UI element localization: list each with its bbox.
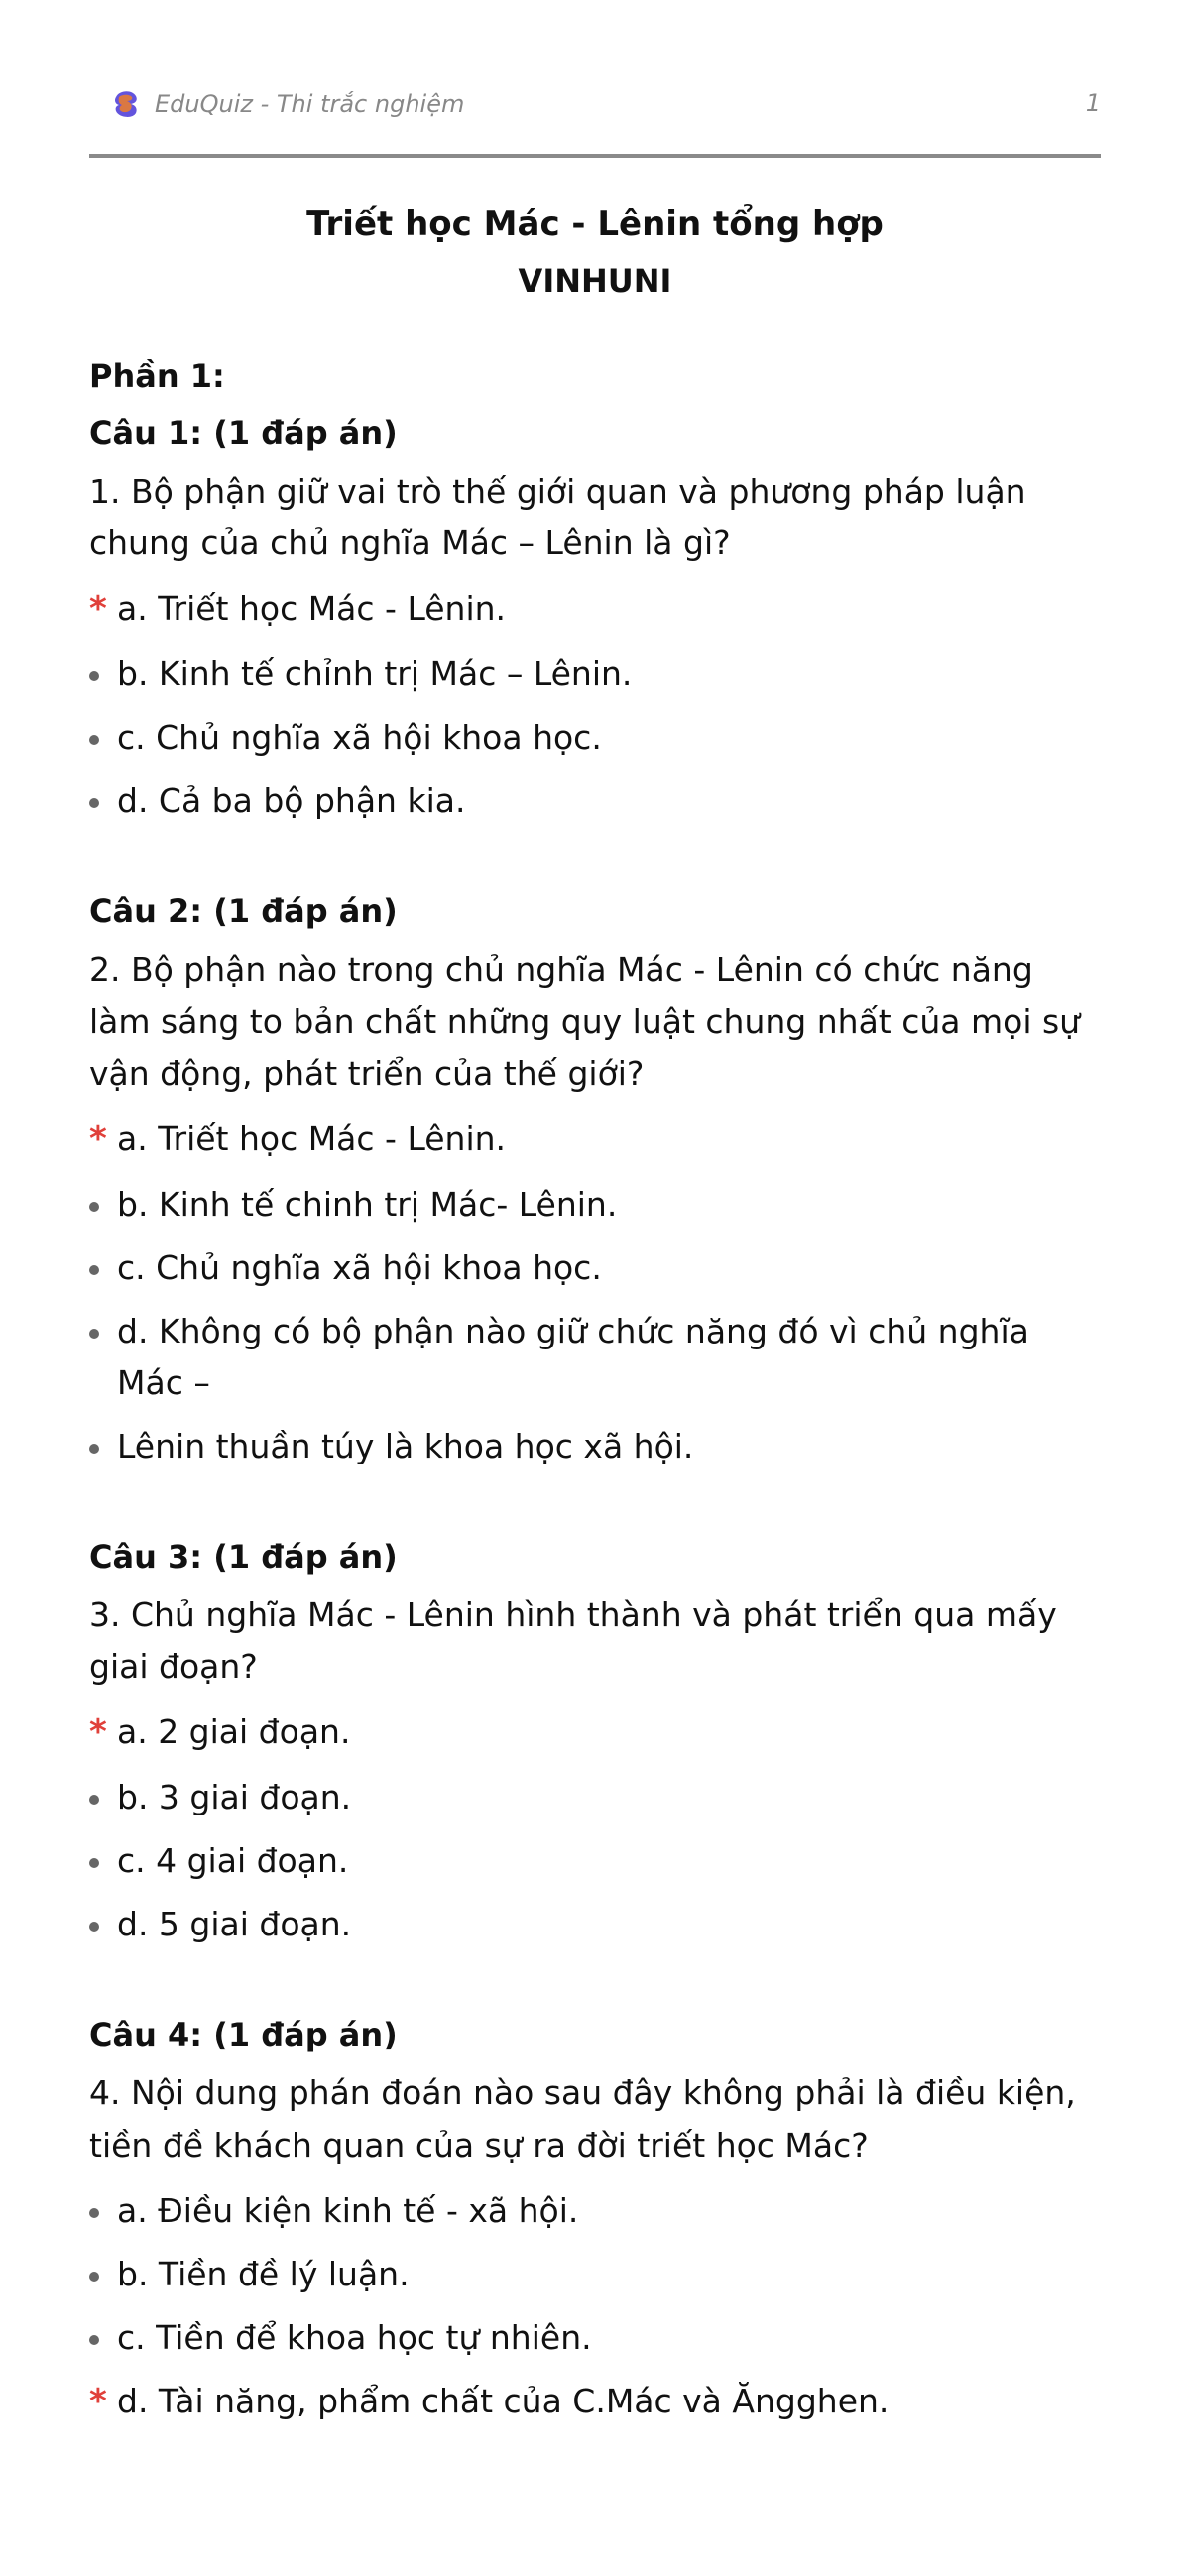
- brand: [109, 87, 464, 121]
- answer-item: [89, 1306, 1101, 1409]
- question-text: 1. Bộ phận giữ vai trò thế giới quan và phương pháp luận chung của chủ nghĩa Mác – Lênin là gì?: [89, 472, 1026, 563]
- answer-item: [89, 2376, 1101, 2429]
- answer-item: [89, 1835, 1101, 1887]
- question-head: Câu 3: (1 đáp án): [89, 1538, 398, 1577]
- answer-text: b. Kinh tế chinh trị Mác- Lênin.: [117, 1184, 618, 1224]
- bullet-icon: [89, 1899, 117, 1950]
- answer-text: d. Không có bộ phận nào giữ chức năng đó vì chủ nghĩa Mác –: [117, 1311, 1029, 1402]
- bullet-icon: [89, 712, 117, 763]
- question-text: 2. Bộ phận nào trong chủ nghĩa Mác - Lênin có chức năng làm sáng to bản chất những quy luật chung nhất của mọi sự vận động, phát triển của thế giới?: [89, 950, 1081, 1093]
- answer-item: [89, 712, 1101, 763]
- answer-item: [89, 775, 1101, 827]
- spacer: [89, 839, 1101, 873]
- bullet-icon: [89, 1835, 117, 1887]
- document-title: Triết học Mác - Lênin tổng hợp: [306, 204, 884, 244]
- answer-text: d. Cả ba bộ phận kia.: [117, 781, 466, 821]
- answer-item: [89, 1899, 1101, 1950]
- answer-text: a. Điều kiện kinh tế - xã hội.: [117, 2190, 579, 2230]
- section-title: Phần 1:: [89, 357, 225, 396]
- answer-text: c. Chủ nghĩa xã hội khoa học.: [117, 718, 602, 758]
- bullet-icon: [89, 2185, 117, 2237]
- answer-text: c. Tiền để khoa học tự nhiên.: [117, 2317, 592, 2357]
- answer-item: [89, 1242, 1101, 1294]
- question-head: Câu 1: (1 đáp án): [89, 414, 398, 453]
- answer-item: [89, 648, 1101, 700]
- spacer: [89, 1962, 1101, 1996]
- question-block: [89, 2016, 1101, 2428]
- answer-text: d. 5 giai đoạn.: [117, 1905, 352, 1944]
- bullet-icon: [89, 775, 117, 827]
- answer-text: b. 3 giai đoạn.: [117, 1778, 352, 1817]
- answer-text: b. Tiền đề lý luận.: [117, 2254, 410, 2293]
- bullet-icon: [89, 1421, 117, 1472]
- bullet-icon: [89, 1179, 117, 1230]
- question-block: [89, 414, 1101, 827]
- answer-item: [89, 2185, 1101, 2237]
- question-text: 3. Chủ nghĩa Mác - Lênin hình thành và phát triển qua mấy giai đoạn?: [89, 1595, 1057, 1687]
- question-block: [89, 892, 1101, 1472]
- question-text: 4. Nội dung phán đoán nào sau đây không phải là điều kiện, tiền đề khách quan của sự ra đời triết học Mác?: [89, 2073, 1076, 2165]
- answer-text: a. 2 giai đoạn.: [117, 1712, 351, 1752]
- bullet-icon: [89, 2312, 117, 2364]
- spacer: [89, 1484, 1101, 1518]
- answer-text: Lênin thuần túy là khoa học xã hội.: [117, 1427, 694, 1466]
- answer-text: b. Kinh tế chỉnh trị Mác – Lênin.: [117, 654, 633, 694]
- answer-item: [89, 1421, 1101, 1472]
- correct-answer-marker: *: [89, 1118, 107, 1159]
- bullet-icon: [89, 1306, 117, 1357]
- header-brand-text: EduQuiz - Thi trắc nghiệm: [155, 90, 465, 118]
- eduquiz-logo-icon: [109, 87, 143, 121]
- question-block: [89, 1538, 1101, 1950]
- answer-item: [89, 1179, 1101, 1230]
- answer-list: [89, 1706, 1101, 1950]
- answer-item: [89, 2312, 1101, 2364]
- question-head: Câu 2: (1 đáp án): [89, 892, 398, 931]
- answer-text: c. Chủ nghĩa xã hội khoa học.: [117, 1247, 602, 1287]
- answer-item: [89, 1113, 1101, 1167]
- answer-text: a. Triết học Mác - Lênin.: [117, 589, 507, 629]
- answer-item: [89, 1772, 1101, 1823]
- bullet-icon: [89, 1772, 117, 1823]
- correct-answer-marker: *: [89, 2382, 107, 2422]
- bullet-icon: [89, 1242, 117, 1294]
- bullet-icon: [89, 2249, 117, 2300]
- answer-item: [89, 1706, 1101, 1760]
- answer-text: d. Tài năng, phẩm chất của C.Mác và Ăngghen.: [117, 2382, 890, 2421]
- question-head: Câu 4: (1 đáp án): [89, 2016, 398, 2054]
- correct-answer-marker: *: [89, 589, 107, 630]
- bullet-icon: [89, 648, 117, 700]
- correct-answer-marker: *: [89, 1712, 107, 1753]
- answer-text: c. 4 giai đoạn.: [117, 1841, 349, 1881]
- document-subtitle: VINHUNI: [518, 261, 672, 299]
- answer-text: a. Triết học Mác - Lênin.: [117, 1118, 507, 1158]
- answer-list: [89, 583, 1101, 827]
- page-number: 1: [1085, 89, 1101, 117]
- answer-list: [89, 1113, 1101, 1472]
- answer-item: [89, 2249, 1101, 2300]
- answer-list: [89, 2185, 1101, 2429]
- page-header: [89, 0, 1101, 158]
- answer-item: [89, 583, 1101, 637]
